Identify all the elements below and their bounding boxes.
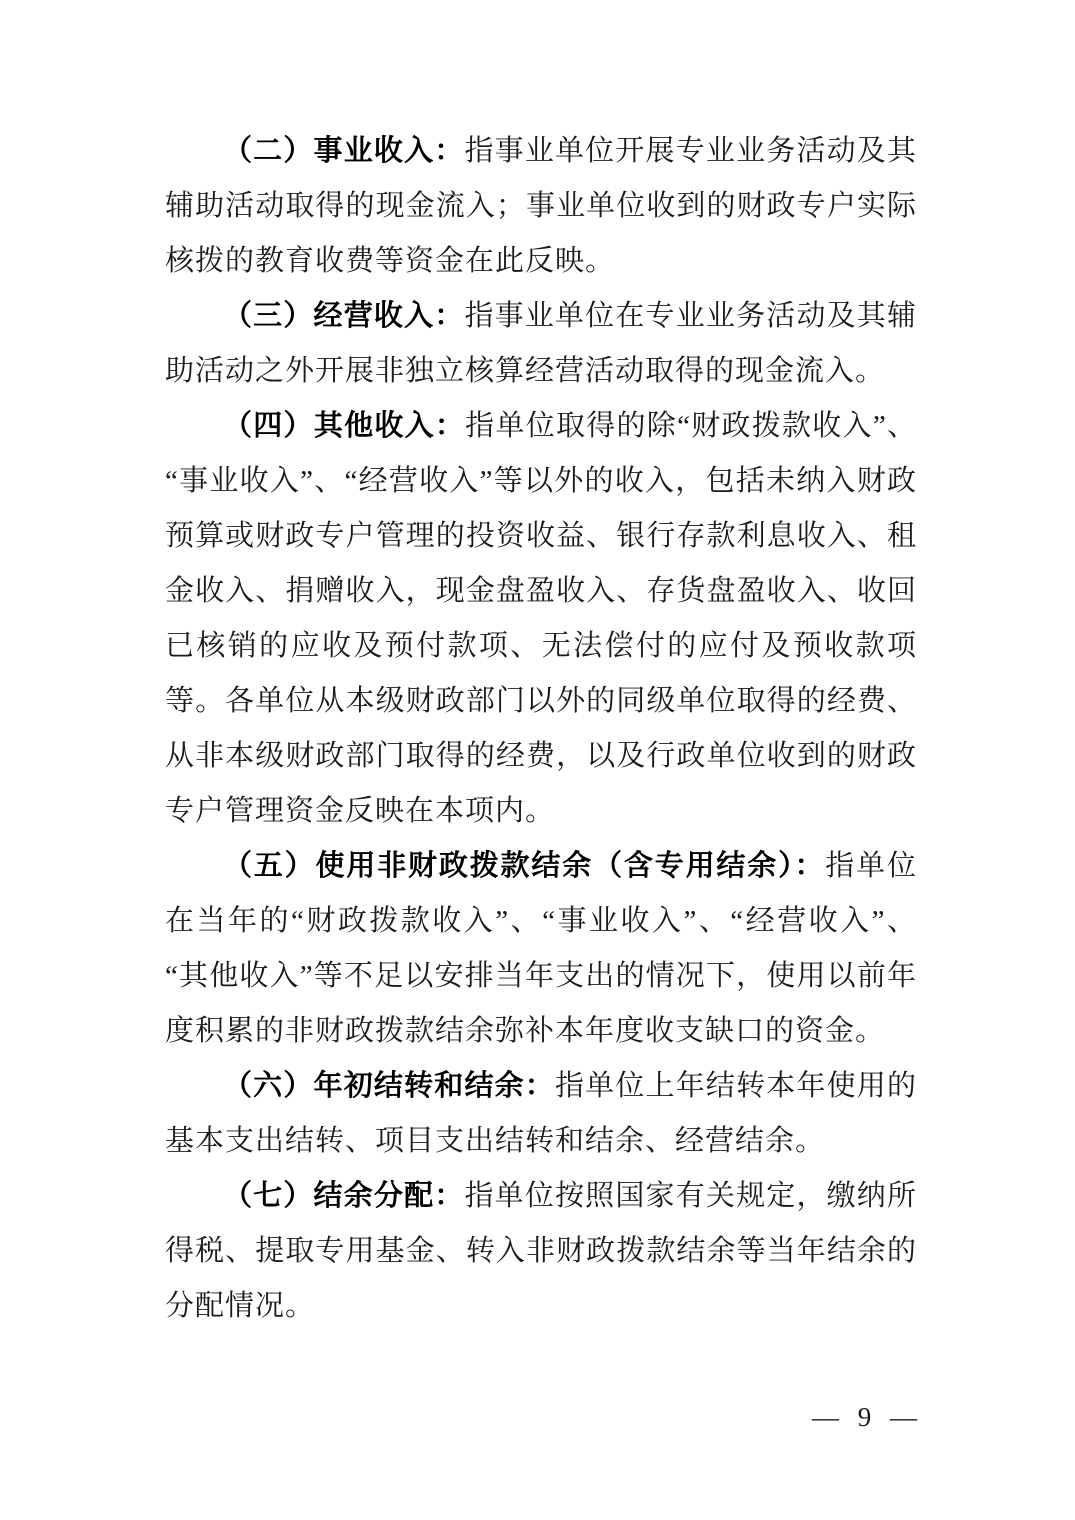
paragraph-text: 指单位在当年的“财政拨款收入”、“事业收入”、“经营收入”、“其他收入”等不足以安排当年支出的情况下，使用以前年度积累的非财政拨款结余弥补本年度收支缺口的资金。 [165,850,917,1047]
paragraph-item-4 [165,399,917,839]
paragraph-text: 指单位上年结转本年使用的基本支出结转、项目支出结转和结余、经营结余。 [165,1070,917,1157]
paragraph-heading: （四）其他收入： [223,410,466,442]
paragraph-heading: （三）经营收入： [223,300,465,332]
paragraph-heading: （六）年初结转和结余： [223,1070,555,1102]
paragraph-item-6 [165,1059,917,1169]
paragraph-item-2 [165,124,917,289]
paragraph-heading: （二）事业收入： [223,135,465,167]
paragraph-text: 指单位按照国家有关规定，缴纳所得税、提取专用基金、转入非财政拨款结余等当年结余的分配情况。 [165,1180,917,1322]
document-body [165,124,917,1334]
paragraph-heading: （五）使用非财政拨款结余（含专用结余）： [223,850,826,882]
paragraph-heading: （七）结余分配： [223,1180,465,1212]
paragraph-text: 指单位取得的除“财政拨款收入”、“事业收入”、“经营收入”等以外的收入，包括未纳入财政预算或财政专户管理的投资收益、银行存款利息收入、租金收入、捐赠收入，现金盘盈收入、存货盘盈收入、收回已核销的应收及预付款项、无法偿付的应付及预收款项等。各单位从本级财政部门以外的同级单位取得的经费、从非本级财政部门取得的经费，以及行政单位收到的财政专户管理资金反映在本项内。 [165,410,917,827]
paragraph-item-5 [165,839,917,1059]
paragraph-text: 指事业单位开展专业业务活动及其辅助活动取得的现金流入；事业单位收到的财政专户实际核拨的教育收费等资金在此反映。 [165,135,917,277]
page-number: — 9 — [812,1402,923,1432]
paragraph-item-3 [165,289,917,399]
paragraph-text: 指事业单位在专业业务活动及其辅助活动之外开展非独立核算经营活动取得的现金流入。 [165,300,917,387]
paragraph-item-7 [165,1169,917,1334]
